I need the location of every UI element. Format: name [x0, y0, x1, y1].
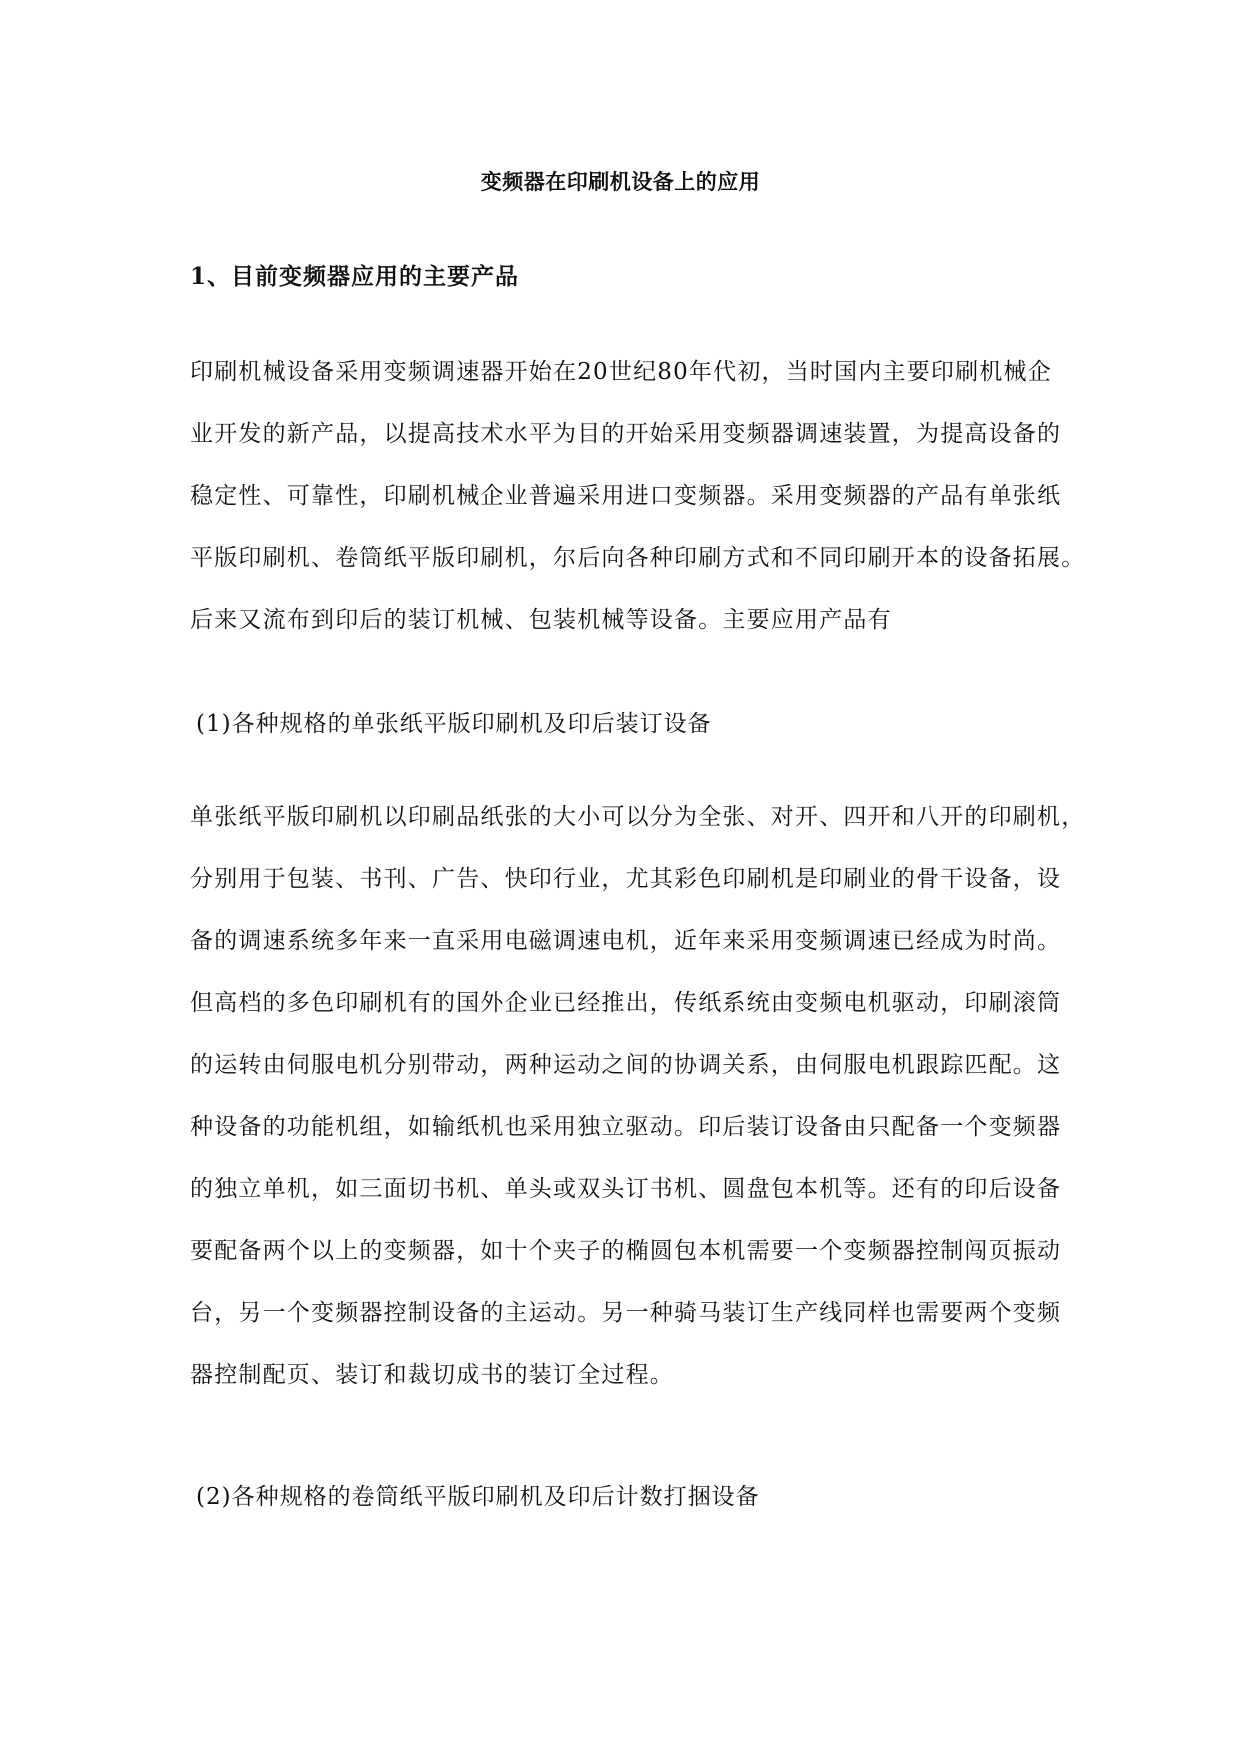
- paragraph-line: 的独立单机，如三面切书机、单头或双头订书机、圆盘包本机等。还有的印后设备: [190, 1176, 1062, 1202]
- paragraph-line: 单张纸平版印刷机以印刷品纸张的大小可以分为全张、对开、四开和八开的印刷机，: [190, 804, 1086, 830]
- paragraph-line: 业开发的新产品，以提高技术水平为目的开始采用变频器调速装置，为提高设备的: [190, 421, 1062, 447]
- paragraph-line: 要配备两个以上的变频器，如十个夹子的椭圆包本机需要一个变频器控制闯页振动: [190, 1238, 1062, 1264]
- paragraph-line: 台，另一个变频器控制设备的主运动。另一种骑马装订生产线同样也需要两个变频: [190, 1300, 1062, 1326]
- paragraph-line: 稳定性、可靠性，印刷机械企业普遍采用进口变频器。采用变频器的产品有单张纸: [190, 483, 1062, 509]
- paragraph-line: 后来又流布到印后的装订机械、包装机械等设备。主要应用产品有: [190, 607, 892, 633]
- paragraph-sheetfed: [190, 786, 1090, 1406]
- section-heading: 1、目前变频器应用的主要产品: [190, 263, 520, 290]
- paragraph-line: 但高档的多色印刷机有的国外企业已经推出，传纸系统由变频电机驱动，印刷滚筒: [190, 990, 1062, 1016]
- paragraph-line: 备的调速系统多年来一直采用电磁调速电机，近年来采用变频调速已经成为时尚。: [190, 928, 1062, 954]
- paragraph-intro: [190, 341, 1090, 651]
- paragraph-line: 的运转由伺服电机分别带动，两种运动之间的协调关系，由伺服电机跟踪匹配。这: [190, 1052, 1062, 1078]
- document-title: 变频器在印刷机设备上的应用: [480, 169, 761, 194]
- paragraph-line: 平版印刷机、卷筒纸平版印刷机，尔后向各种印刷方式和不同印刷开本的设备拓展。: [190, 545, 1086, 571]
- paragraph-line: 器控制配页、装订和裁切成书的装订全过程。: [190, 1362, 674, 1388]
- paragraph-line: 印刷机械设备采用变频调速器开始在20世纪80年代初，当时国内主要印刷机械企: [190, 359, 1052, 385]
- subheading-webfed: (2)各种规格的卷筒纸平版印刷机及印后计数打捆设备: [196, 1484, 760, 1510]
- subheading-sheetfed: (1)各种规格的单张纸平版印刷机及印后装订设备: [196, 711, 712, 737]
- paragraph-line: 分别用于包装、书刊、广告、快印行业，尤其彩色印刷机是印刷业的骨干设备，设: [190, 866, 1062, 892]
- paragraph-line: 种设备的功能机组，如输纸机也采用独立驱动。印后装订设备由只配备一个变频器: [190, 1114, 1062, 1140]
